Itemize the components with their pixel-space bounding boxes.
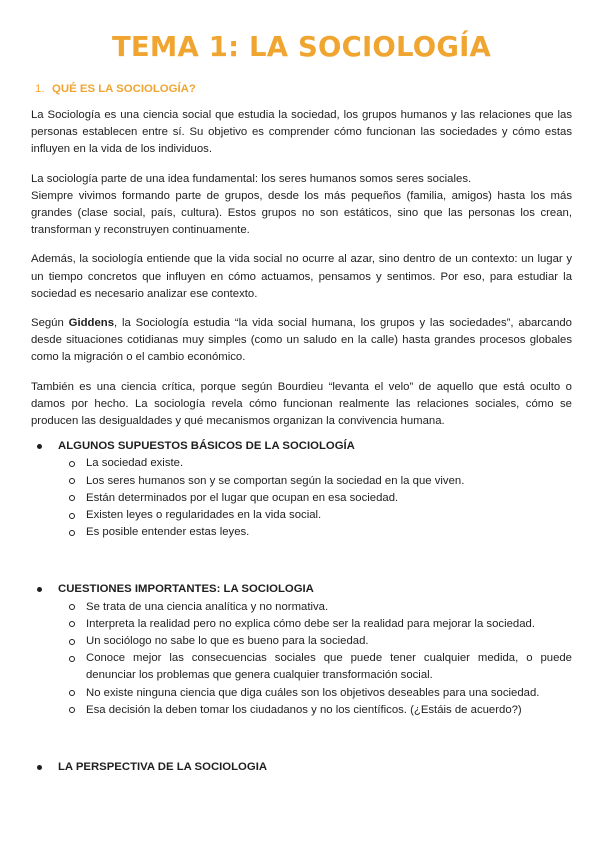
- paragraph-groups: Siempre vivimos formando parte de grupos, desde los más pequeños (familia, amigos) hasta los más grandes (clase social, país, cultura). Estos grupos no son estáticos, sino que las personas los crean, transforman y reconstruyen continuamente.: [31, 189, 572, 237]
- bullet-heading: ALGUNOS SUPUESTOS BÁSICOS DE LA SOCIOLOGÍA: [35, 438, 572, 455]
- paragraph-definition: La Sociología es una ciencia social que estudia la sociedad, los grupos humanos y las relaciones que las personas establecen entre sí. Su objetivo es comprender cómo funcionan las sociedades y cómo estas influyen en la vida de los individuos.: [31, 109, 572, 156]
- list-item: Interpreta la realidad pero no explica cómo debe ser la realidad para mejorar la sociedad.: [69, 616, 572, 633]
- paragraph-social-beings: La sociología parte de una idea fundamental: los seres humanos somos seres sociales.: [31, 172, 472, 185]
- bullet-block-questions: [31, 581, 572, 719]
- bullet-sublist: [31, 455, 572, 541]
- giddens-name: Giddens: [68, 317, 115, 330]
- list-item: Los seres humanos son y se comportan según la sociedad en la que viven.: [69, 473, 572, 490]
- paragraph-context: Además, la sociología entiende que la vida social no ocurre al azar, sino dentro de un contexto: un lugar y un tiempo concretos que influyen en cómo actuamos, pensamos y sentimos. Por eso, para estudiar la sociedad es necesario analizar ese contexto.: [31, 253, 572, 300]
- paragraph-critical-science: También es una ciencia crítica, porque según Bourdieu “levanta el velo” de aquello que está oculto o damos por hecho. La sociología revela cómo funcionan realmente las relaciones sociales, cómo se producen las desigualdades y qué mecanismos organizan la convivencia humana.: [31, 380, 572, 428]
- list-item: No existe ninguna ciencia que diga cuáles son los objetivos deseables para una sociedad.: [69, 685, 572, 702]
- list-item: La sociedad existe.: [69, 455, 572, 472]
- list-item: Esa decisión la deben tomar los ciudadanos y no los científicos. (¿Estáis de acuerdo?): [69, 702, 572, 719]
- giddens-post: , la Sociología estudia “la vida social humana, los grupos y las sociedades”, abarcando desde situaciones cotidianas muy simples (como un saludo en la calle) hasta grandes procesos globales como la migración o el cambio económico.: [31, 317, 572, 364]
- list-item: Conoce mejor las consecuencias sociales que puede tener cualquier medida, o puede denunciar los problemas que genera cualquier transformación social.: [69, 650, 572, 684]
- list-item: Están determinados por el lugar que ocupan en esa sociedad.: [69, 490, 572, 507]
- section-heading-text: QUÉ ES LA SOCIOLOGÍA?: [52, 83, 196, 95]
- bullet-sublist: [31, 599, 572, 719]
- section-heading: [35, 81, 572, 97]
- list-item: Es posible entender estas leyes.: [69, 524, 572, 541]
- bullet-heading: LA PERSPECTIVA DE LA SOCIOLOGIA: [35, 759, 572, 776]
- document-title: TEMA 1: LA SOCIOLOGÍA: [111, 31, 492, 63]
- bullet-block-perspective: [31, 759, 572, 776]
- list-item: Se trata de una ciencia analítica y no normativa.: [69, 599, 572, 616]
- giddens-pre: Según: [31, 317, 69, 330]
- section-number: 1.: [35, 83, 45, 95]
- bullet-heading: CUESTIONES IMPORTANTES: LA SOCIOLOGIA: [35, 581, 572, 598]
- bullet-block-assumptions: [31, 438, 572, 541]
- list-item: Un sociólogo no sabe lo que es bueno para la sociedad.: [69, 633, 572, 650]
- paragraph-giddens: [31, 315, 572, 367]
- list-item: Existen leyes o regularidades en la vida social.: [69, 507, 572, 524]
